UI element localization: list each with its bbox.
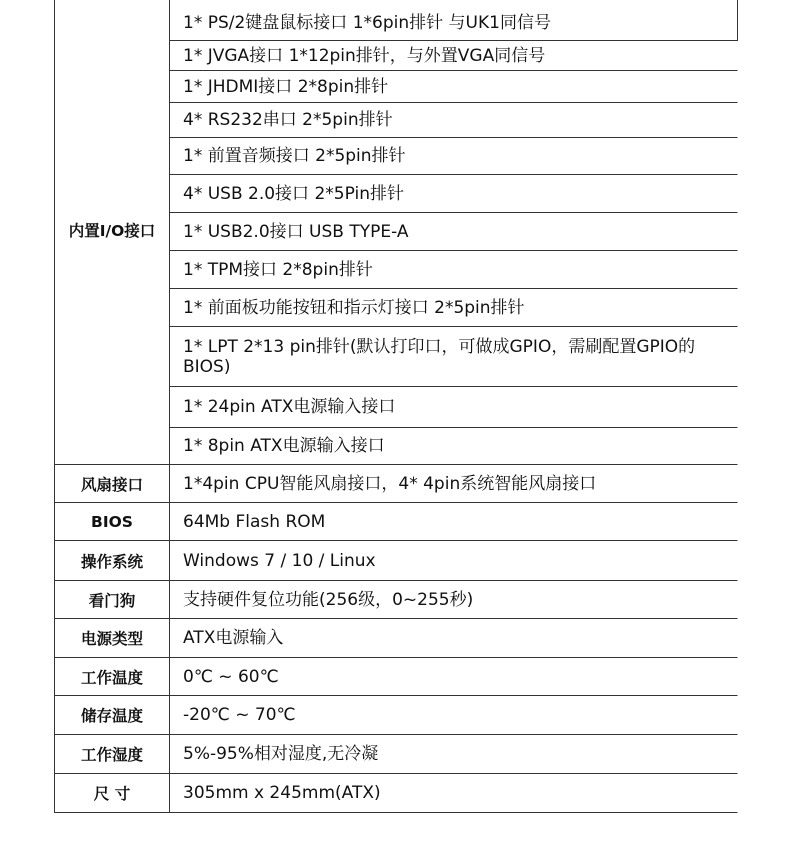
io-item: 4* USB 2.0接口 2*5Pin排针 [170, 175, 738, 213]
io-item: 1* 前置音频接口 2*5pin排针 [170, 138, 738, 175]
spec-table [54, 0, 738, 813]
io-item: 1* JVGA接口 1*12pin排针，与外置VGA同信号 [170, 41, 738, 71]
io-item: 1* 8pin ATX电源输入接口 [170, 428, 738, 465]
io-interface-section [54, 0, 738, 465]
spec-row-bios [54, 503, 738, 541]
io-item: 1* TPM接口 2*8pin排针 [170, 251, 738, 289]
spec-value: Windows 7 / 10 / Linux [170, 541, 738, 581]
spec-label: BIOS [54, 503, 170, 541]
spec-label: 电源类型 [54, 619, 170, 658]
spec-label: 尺 寸 [54, 774, 170, 813]
spec-row-humidity [54, 735, 738, 774]
spec-label: 工作温度 [54, 658, 170, 696]
spec-value: 0℃ ~ 60℃ [170, 658, 738, 696]
io-item: 1* USB2.0接口 USB TYPE-A [170, 213, 738, 251]
spec-value: 305mm x 245mm(ATX) [170, 774, 738, 813]
spec-value: ATX电源输入 [170, 619, 738, 658]
io-interface-label: 内置I/O接口 [54, 0, 170, 465]
spec-label: 风扇接口 [54, 465, 170, 503]
spec-label: 工作湿度 [54, 735, 170, 774]
io-item: 1* JHDMI接口 2*8pin排针 [170, 71, 738, 103]
spec-row-os [54, 541, 738, 581]
spec-value: 1*4pin CPU智能风扇接口，4* 4pin系统智能风扇接口 [170, 465, 738, 503]
spec-value: -20℃ ~ 70℃ [170, 696, 738, 735]
spec-row-dimensions [54, 774, 738, 813]
spec-row-watchdog [54, 581, 738, 619]
io-item: 1* PS/2键盘鼠标接口 1*6pin排针 与UK1同信号 [170, 0, 738, 41]
spec-value: 支持硬件复位功能(256级，0~255秒) [170, 581, 738, 619]
spec-value: 5%-95%相对湿度,无冷凝 [170, 735, 738, 774]
spec-label: 看门狗 [54, 581, 170, 619]
spec-row-fan [54, 465, 738, 503]
io-interface-values [170, 0, 738, 465]
io-item: 1* 前面板功能按钮和指示灯接口 2*5pin排针 [170, 289, 738, 327]
spec-row-storage-temp [54, 696, 738, 735]
spec-label: 储存温度 [54, 696, 170, 735]
spec-value: 64Mb Flash ROM [170, 503, 738, 541]
io-item: 1* LPT 2*13 pin排针(默认打印口，可做成GPIO，需刷配置GPIO的BIOS) [170, 327, 738, 387]
spec-label: 操作系统 [54, 541, 170, 581]
io-item: 1* 24pin ATX电源输入接口 [170, 387, 738, 428]
spec-row-operating-temp [54, 658, 738, 696]
spec-row-power [54, 619, 738, 658]
io-item: 4* RS232串口 2*5pin排针 [170, 103, 738, 138]
